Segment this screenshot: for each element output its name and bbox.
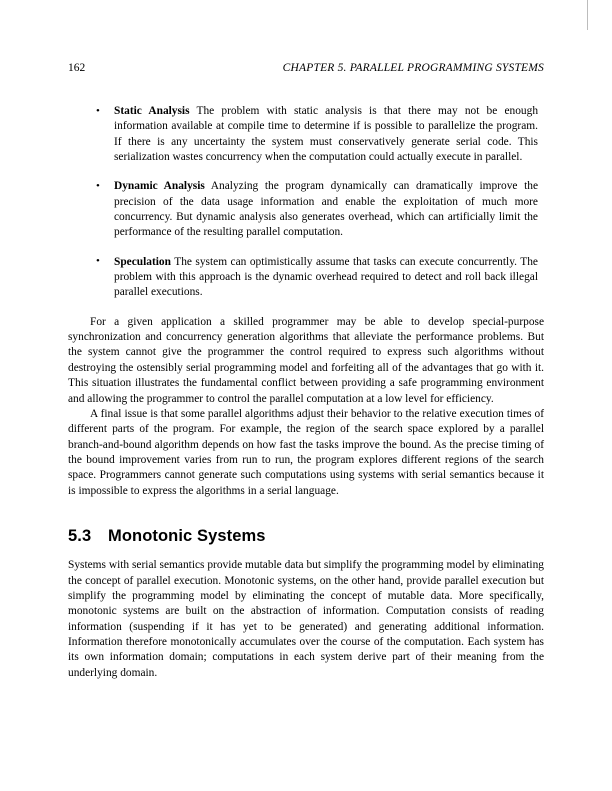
list-item-lead: Dynamic Analysis	[114, 180, 205, 193]
page-edge-mark	[587, 0, 588, 30]
list-item-text: Analyzing the program dynamically can dramatically improve the precision of the data usage information and enable the exploitation of much more concurrency. But dynamic analysis also generates overhead, which can artificially limit the performance of the resulting parallel computation.	[114, 180, 539, 239]
bullet-icon: •	[96, 179, 100, 192]
page-number: 162	[68, 62, 86, 74]
page-body	[68, 104, 544, 681]
paragraph: A final issue is that some parallel algorithms adjust their behavior to the relative execution times of different parts of the program. For example, the region of the search space explored by a parallel branch-and-bound algorithm depends on how fast the tasks improve the bound. As the precise timing of the bound improvement varies from run to run, the program explores different regions of the search space. Programmers cannot generate such computations using systems with serial semantics because it is impossible to express the algorithms in a serial language.	[68, 407, 544, 497]
bullet-icon: •	[96, 255, 100, 268]
section-paragraph: Systems with serial semantics provide mutable data but simplify the programming model by eliminating the concept of parallel execution. Monotonic systems, on the other hand, provide parallel execution but simplify the programming model by eliminating the concept of mutable data. More specifically, monotonic systems are built on the abstraction of information. Computation consists of reading information (suspending if it has yet to be generated) and generating additional information. Information therefore monotonically accumulates over the course of the computation. Each system has its own information domain; computations in each system derive part of their meaning from the underlying domain.	[68, 559, 544, 679]
page-header	[68, 62, 544, 78]
list-item	[94, 179, 538, 240]
bullet-list	[68, 104, 544, 301]
list-item	[94, 104, 538, 165]
list-item-text: The system can optimistically assume that tasks can execute concurrently. The problem with this approach is the dynamic overhead required to detect and roll back illegal parallel executions.	[114, 255, 538, 299]
list-item	[94, 255, 538, 301]
running-title: CHAPTER 5. PARALLEL PROGRAMMING SYSTEMS	[282, 62, 544, 74]
section-title: Monotonic Systems	[108, 526, 266, 545]
bullet-icon: •	[96, 104, 100, 117]
list-item-lead: Static Analysis	[114, 105, 190, 117]
list-item-lead: Speculation	[114, 255, 171, 268]
paragraph: For a given application a skilled programmer may be able to develop special-purpose synchronization and concurrency generation algorithms that alleviate the performance problems. But the system cannot give the programmer the control required to express such algorithms without destroying the ostensibly serial programming model and forfeiting all of the advantages that go with it. This situation illustrates the fundamental conflict between providing a safe programming environment and allowing the programmer to control the parallel computation at a low level for efficiency.	[68, 315, 544, 405]
list-item-text: The problem with static analysis is that there may not be enough information available at compile time to determine if is possible to parallelize the program. If there is any uncertainty the system must conservatively generate serial code. This serialization wastes concurrency when the computation could actually execute in parallel.	[114, 105, 539, 164]
section-heading	[68, 526, 544, 545]
section-number: 5.3	[68, 526, 92, 545]
